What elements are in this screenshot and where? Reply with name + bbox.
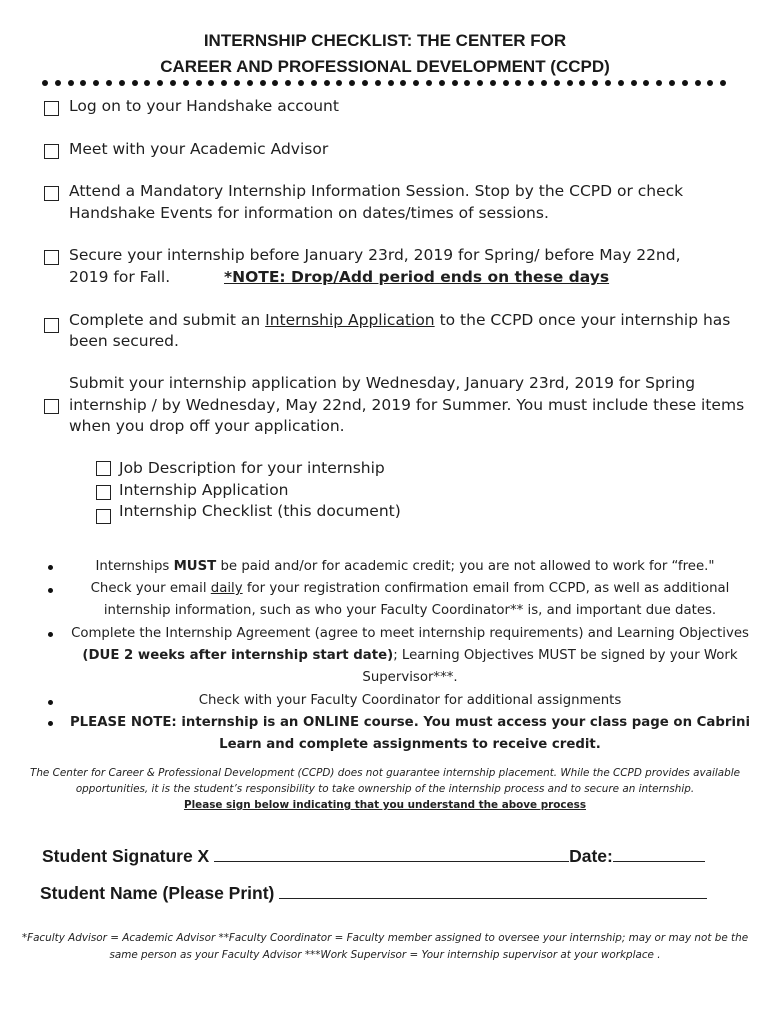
bullet-agreement-l2 (60, 645, 760, 667)
divider-dot (477, 80, 483, 86)
item-submit-text-b: to the CCPD once your internship has (434, 311, 731, 329)
bullet-dot (48, 632, 53, 637)
divider-dot (554, 80, 560, 86)
divider-dot (579, 80, 585, 86)
sub-internship-checklist: Internship Checklist (this document) (119, 502, 401, 520)
bullet-email-l2: internship information, such as who your Faculty Coordinator** is, and important due dates. (103, 603, 717, 618)
name-field[interactable] (279, 884, 707, 899)
bullet-email-b: for your registration confirmation email from CCPD, as well as additional (242, 581, 730, 596)
divider-dot (247, 80, 253, 86)
checkbox-advisor[interactable] (44, 144, 59, 159)
item-secure-l2: 2019 for Fall. (69, 268, 171, 286)
checkbox-job-description[interactable] (96, 461, 111, 476)
divider-dot (503, 80, 509, 86)
bullet-paid (60, 556, 750, 578)
item-advisor: Meet with your Academic Advisor (69, 140, 329, 158)
drop-add-note: *NOTE: Drop/Add period ends on these days (224, 268, 610, 286)
divider-dot (541, 80, 547, 86)
divider-dot (132, 80, 138, 86)
divider-dot (362, 80, 368, 86)
item-handshake: Log on to your Handshake account (69, 97, 339, 115)
signature-field[interactable] (214, 847, 569, 862)
divider-dot (221, 80, 227, 86)
divider-dot (631, 80, 637, 86)
bullet-email-daily: daily (210, 581, 243, 596)
title-line-2: CAREER AND PROFESSIONAL DEVELOPMENT (CCPD) (160, 57, 610, 76)
divider-dot (311, 80, 317, 86)
divider-dot (452, 80, 458, 86)
checkbox-handshake[interactable] (44, 101, 59, 116)
divider-dot (285, 80, 291, 86)
dotted-divider (42, 80, 732, 88)
bullet-agreement-l3: Supervisor***. (362, 670, 458, 685)
bullet-online-l2: Learn and complete assignments to receive credit. (219, 737, 601, 752)
item-info-session-l1: Attend a Mandatory Internship Information Session. Stop by the CCPD or check (69, 182, 684, 200)
item-submit-l1 (69, 310, 730, 331)
divider-dot (336, 80, 342, 86)
divider-dot (324, 80, 330, 86)
sign-below-notice: Please sign below indicating that you understand the above process (183, 799, 587, 811)
divider-dot (388, 80, 394, 86)
divider-dot (183, 80, 189, 86)
divider-dot (375, 80, 381, 86)
bullet-dot (48, 721, 53, 726)
divider-dot (260, 80, 266, 86)
bullet-paid-a: Internships (95, 559, 174, 574)
sub-internship-application: Internship Application (119, 481, 289, 499)
checkbox-submit-application[interactable] (44, 318, 59, 333)
bullet-paid-must: MUST (173, 559, 217, 574)
divider-dot (55, 80, 61, 86)
divider-dot (643, 80, 649, 86)
divider-dot (592, 80, 598, 86)
divider-dot (349, 80, 355, 86)
divider-dot (720, 80, 726, 86)
sub-job-description: Job Description for your internship (119, 459, 385, 477)
divider-dot (695, 80, 701, 86)
title-line-1: INTERNSHIP CHECKLIST: THE CENTER FOR (203, 31, 567, 50)
checkbox-info-session[interactable] (44, 186, 59, 201)
date-label: Date: (569, 846, 613, 866)
divider-dot (68, 80, 74, 86)
disclaimer-l1: The Center for Career & Professional Development (CCPD) does not guarantee internship placement. While the CCPD provides available (29, 767, 740, 779)
bullet-agreement-due: (DUE 2 weeks after internship start date) (82, 648, 394, 663)
checkbox-internship-application[interactable] (96, 485, 111, 500)
bullet-dot (48, 700, 53, 705)
bullet-agreement-l2b: ; Learning Objectives MUST be signed by your Work (393, 648, 738, 663)
divider-dot (439, 80, 445, 86)
item-secure-l1: Secure your internship before January 23rd, 2019 for Spring/ before May 22nd, (69, 246, 681, 264)
divider-dot (119, 80, 125, 86)
bullet-coordinator: Check with your Faculty Coordinator for additional assignments (198, 693, 622, 708)
divider-dot (707, 80, 713, 86)
bullet-online-l1: PLEASE NOTE: internship is an ONLINE course. You must access your class page on Cabrini (69, 715, 751, 730)
divider-dot (605, 80, 611, 86)
divider-dot (426, 80, 432, 86)
item-deadline-l3: when you drop off your application. (69, 417, 345, 435)
checkbox-internship-checklist[interactable] (96, 509, 111, 524)
divider-dot (106, 80, 112, 86)
signature-label: Student Signature X (42, 846, 210, 866)
item-deadline-l2: internship / by Wednesday, May 22nd, 2019 for Summer. You must include these items (69, 396, 745, 414)
checkbox-secure-internship[interactable] (44, 250, 59, 265)
divider-dot (682, 80, 688, 86)
divider-dot (298, 80, 304, 86)
footnote-l2: same person as your Faculty Advisor ***Work Supervisor = Your internship supervisor at your workplace . (109, 949, 661, 961)
name-row (40, 883, 707, 904)
bullet-dot (48, 588, 53, 593)
divider-dot (618, 80, 624, 86)
divider-dot (413, 80, 419, 86)
divider-dot (656, 80, 662, 86)
internship-application-link[interactable]: Internship Application (265, 311, 435, 329)
divider-dot (234, 80, 240, 86)
divider-dot (196, 80, 202, 86)
divider-dot (464, 80, 470, 86)
divider-dot (42, 80, 48, 86)
divider-dot (170, 80, 176, 86)
divider-dot (80, 80, 86, 86)
divider-dot (669, 80, 675, 86)
bullet-paid-b: be paid and/or for academic credit; you are not allowed to work for “free." (216, 559, 715, 574)
item-info-session-l2: Handshake Events for information on dates/times of sessions. (69, 204, 549, 222)
name-label: Student Name (Please Print) (40, 883, 275, 903)
divider-dot (93, 80, 99, 86)
bullet-email-a: Check your email (90, 581, 211, 596)
footnote-l1: *Faculty Advisor = Academic Advisor **Faculty Coordinator = Faculty member assigned to oversee your internship; may or may not be the (21, 932, 749, 944)
bullet-agreement-l1: Complete the Internship Agreement (agree to meet internship requirements) and Learning Objectives (71, 626, 749, 641)
disclaimer-l2: opportunities, it is the student’s responsibility to take ownership of the internship process and to secure an internship. (75, 783, 695, 795)
divider-dot (144, 80, 150, 86)
divider-dot (515, 80, 521, 86)
divider-dot (490, 80, 496, 86)
divider-dot (208, 80, 214, 86)
checkbox-submit-deadline[interactable] (44, 399, 59, 414)
item-submit-text-a: Complete and submit an (69, 311, 266, 329)
item-submit-l2: been secured. (69, 332, 179, 350)
divider-dot (272, 80, 278, 86)
date-field[interactable] (613, 847, 705, 862)
item-deadline-l1: Submit your internship application by Wednesday, January 23rd, 2019 for Spring (69, 374, 696, 392)
bullet-email (60, 578, 760, 600)
divider-dot (528, 80, 534, 86)
divider-dot (567, 80, 573, 86)
bullet-dot (48, 565, 53, 570)
divider-dot (157, 80, 163, 86)
signature-row (42, 846, 705, 867)
divider-dot (400, 80, 406, 86)
